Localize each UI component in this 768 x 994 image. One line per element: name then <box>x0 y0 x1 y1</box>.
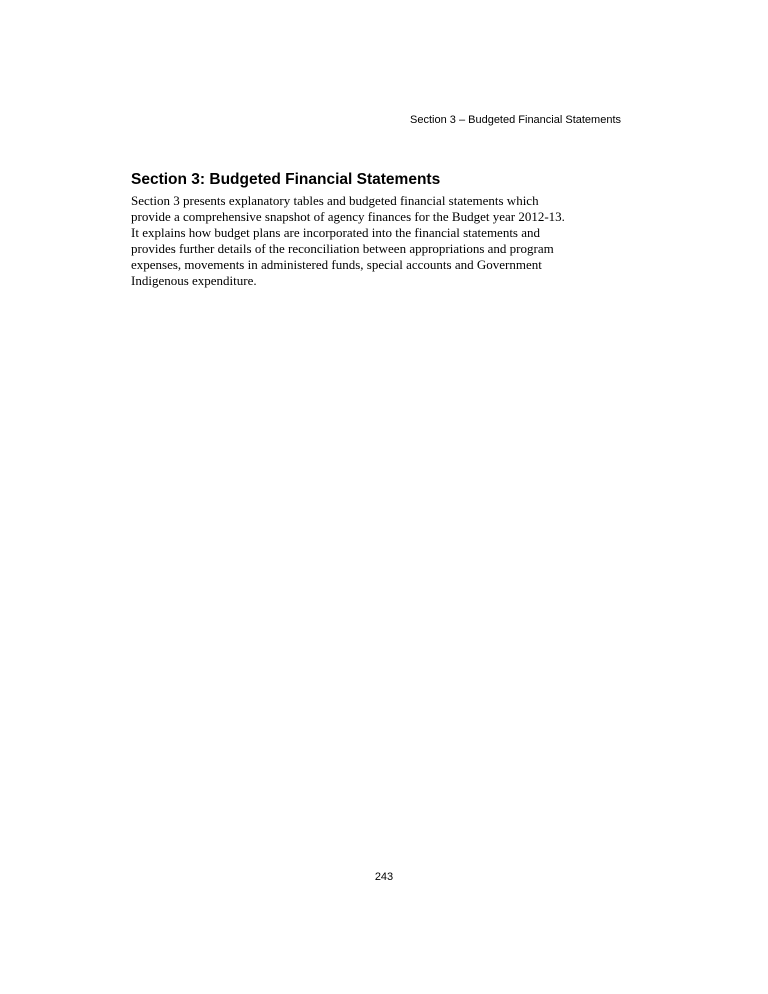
section-title: Section 3: Budgeted Financial Statements <box>131 171 441 188</box>
page-number: 243 <box>374 871 394 883</box>
paragraph-line: provide a comprehensive snapshot of agency finances for the Budget year 2012-13. <box>131 209 565 224</box>
paragraph-line: It explains how budget plans are incorporated into the financial statements and <box>131 225 541 240</box>
intro-paragraph <box>131 193 651 289</box>
paragraph-line: Indigenous expenditure. <box>131 273 257 288</box>
paragraph-line: provides further details of the reconciliation between appropriations and program <box>131 241 554 256</box>
paragraph-line: expenses, movements in administered funds, special accounts and Government <box>131 257 542 272</box>
running-header: Section 3 – Budgeted Financial Statements <box>410 114 621 126</box>
paragraph-line: Section 3 presents explanatory tables and budgeted financial statements which <box>131 193 539 208</box>
